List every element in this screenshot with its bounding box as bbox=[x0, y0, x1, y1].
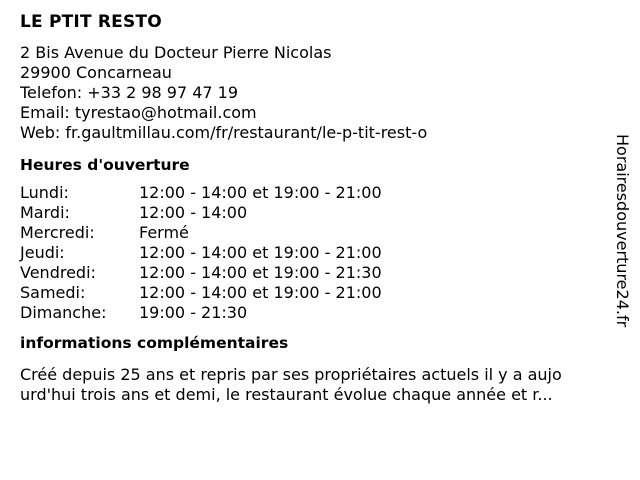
hours-day: Jeudi: bbox=[20, 243, 65, 262]
additional-info-text bbox=[20, 365, 610, 405]
hours-row bbox=[20, 283, 610, 303]
hours-day: Mardi: bbox=[20, 203, 70, 222]
hours-time: 19:00 - 21:30 bbox=[139, 303, 248, 322]
hours-row bbox=[20, 183, 610, 203]
hours-row bbox=[20, 223, 610, 243]
hours-day: Vendredi: bbox=[20, 263, 96, 282]
restaurant-name: LE PTIT RESTO bbox=[20, 12, 162, 32]
hours-day: Mercredi: bbox=[20, 223, 95, 242]
hours-row bbox=[20, 263, 610, 283]
additional-info-title: informations complémentaires bbox=[20, 334, 289, 352]
phone-text: Telefon: +33 2 98 97 47 19 bbox=[20, 83, 239, 102]
restaurant-card bbox=[20, 10, 610, 405]
info-text-line: urd'hui trois ans et demi, le restaurant évolue chaque année et r... bbox=[20, 385, 553, 404]
hours-row bbox=[20, 243, 610, 263]
hours-row bbox=[20, 203, 610, 223]
hours-time: 12:00 - 14:00 et 19:00 - 21:00 bbox=[139, 283, 382, 302]
hours-row bbox=[20, 303, 610, 323]
hours-time: 12:00 - 14:00 et 19:00 - 21:00 bbox=[139, 243, 382, 262]
website-text: Web: fr.gaultmillau.com/fr/restaurant/le-p-tit-rest-o bbox=[20, 123, 428, 142]
hours-time: 12:00 - 14:00 et 19:00 - 21:30 bbox=[139, 263, 382, 282]
hours-time: 12:00 - 14:00 et 19:00 - 21:00 bbox=[139, 183, 382, 202]
hours-day: Lundi: bbox=[20, 183, 69, 202]
hours-day: Samedi: bbox=[20, 283, 86, 302]
site-link-vertical[interactable]: Horairesdouverture24.fr bbox=[613, 134, 632, 328]
email-text: Email: tyrestao@hotmail.com bbox=[20, 103, 257, 122]
hours-time: Fermé bbox=[139, 223, 189, 242]
hours-time: 12:00 - 14:00 bbox=[139, 203, 248, 222]
address-block bbox=[20, 43, 610, 143]
opening-hours-table bbox=[20, 183, 610, 323]
address-street: 2 Bis Avenue du Docteur Pierre Nicolas bbox=[20, 43, 332, 62]
hours-day: Dimanche: bbox=[20, 303, 107, 322]
opening-hours-title: Heures d'ouverture bbox=[20, 156, 190, 174]
info-text-line: Créé depuis 25 ans et repris par ses propriétaires actuels il y a aujo bbox=[20, 365, 562, 384]
address-city: 29900 Concarneau bbox=[20, 63, 172, 82]
